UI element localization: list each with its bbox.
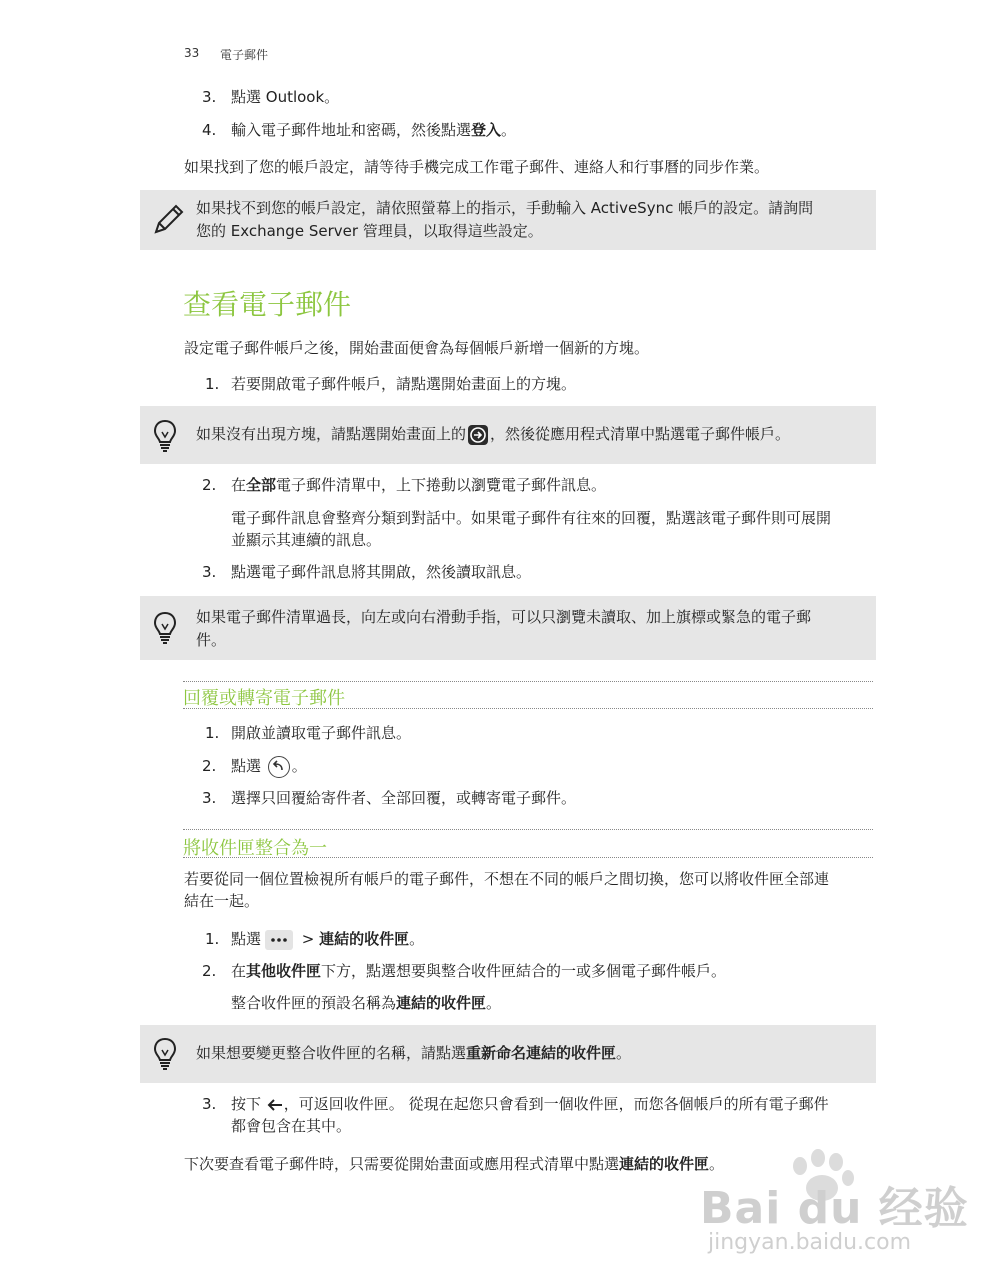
more-icon: [265, 930, 293, 950]
step-text: 點選 > 連結的收件匣。: [231, 930, 425, 948]
tip-box: [140, 596, 876, 660]
page-number: 33: [184, 46, 200, 60]
step-text: 在全部電子郵件清單中，上下捲動以瀏覽電子郵件訊息。: [231, 476, 607, 494]
step-number: 1.: [205, 375, 220, 393]
step-number: 1.: [205, 724, 220, 742]
step-number: 3.: [202, 88, 217, 106]
step-text: 點選 Outlook。: [231, 88, 340, 106]
step-number: 2.: [202, 962, 217, 980]
step-number: 2.: [202, 757, 217, 775]
watermark-logo: Bai du 经验: [700, 1183, 969, 1234]
paragraph: 設定電子郵件帳戶之後，開始畫面便會為每個帳戶新增一個新的方塊。: [184, 339, 650, 357]
lightbulb-icon: [152, 611, 178, 649]
tip-text: 如果沒有出現方塊，請點選開始畫面上的 ，然後從應用程式清單中點選電子郵件帳戶。: [196, 425, 791, 443]
tip-box: [140, 406, 876, 464]
section-title: 查看電子郵件: [183, 288, 352, 321]
divider: [183, 829, 873, 830]
tip-line: 件。: [196, 631, 227, 649]
tip-text: 如果想要變更整合收件匣的名稱，請點選重新命名連結的收件匣。: [196, 1044, 632, 1062]
step-number: 4.: [202, 121, 217, 139]
divider: [183, 681, 873, 682]
step-text: 在其他收件匣下方，點選想要與整合收件匣結合的一或多個電子郵件帳戶。: [231, 962, 727, 980]
tip-line: 如果電子郵件清單過長，向左或向右滑動手指，可以只瀏覽未讀取、加上旗標或緊急的電子郵: [196, 608, 812, 626]
step-subtext: 電子郵件訊息會整齊分類到對話中。如果電子郵件有往來的回覆，點選該電子郵件則可展開: [231, 509, 832, 527]
watermark-url: jingyan.baidu.com: [708, 1230, 912, 1255]
step-text: 輸入電子郵件地址和密碼，然後點選登入。: [231, 121, 517, 139]
note-line: 如果找不到您的帳戶設定，請依照螢幕上的指示，手動輸入 ActiveSync 帳戶的設定。請詢問: [196, 199, 814, 217]
step-number: 1.: [205, 930, 220, 948]
step-number: 3.: [202, 563, 217, 581]
step-number: 2.: [202, 476, 217, 494]
step-text: 按下 ，可返回收件匣。 從現在起您只會看到一個收件匣，而您各個帳戶的所有電子郵件: [231, 1095, 829, 1113]
arrow-right-circle-icon: [468, 425, 488, 445]
step-subtext: 並顯示其連續的訊息。: [231, 531, 382, 549]
step-text: 開啟並讀取電子郵件訊息。: [231, 724, 412, 742]
note-box: [140, 190, 876, 250]
step-text: 點選 。: [231, 755, 307, 778]
tip-box: [140, 1025, 876, 1083]
subsection-title: 將收件匣整合為一: [183, 838, 327, 859]
step-number: 3.: [202, 789, 217, 807]
lightbulb-icon: [152, 1037, 178, 1075]
page-section: 電子郵件: [220, 48, 269, 62]
paragraph: 結在一起。: [184, 892, 260, 910]
pencil-icon: [152, 202, 184, 240]
subsection-title: 回覆或轉寄電子郵件: [183, 688, 345, 709]
divider: [183, 708, 873, 709]
lightbulb-icon: [152, 419, 178, 457]
reply-icon: [268, 756, 290, 778]
divider: [183, 857, 873, 858]
paragraph: 如果找到了您的帳戶設定，請等待手機完成工作電子郵件、連絡人和行事曆的同步作業。: [184, 158, 770, 176]
step-number: 3.: [202, 1095, 217, 1113]
back-arrow-icon: [266, 1097, 284, 1113]
step-text: 都會包含在其中。: [231, 1117, 352, 1135]
paragraph: 若要從同一個位置檢視所有帳戶的電子郵件，不想在不同的帳戶之間切換，您可以將收件匣全部連: [184, 870, 830, 888]
step-text: 點選電子郵件訊息將其開啟，然後讀取訊息。: [231, 563, 532, 581]
watermark: [700, 1148, 969, 1268]
note-line: 您的 Exchange Server 管理員，以取得這些設定。: [196, 222, 543, 240]
step-text: 選擇只回覆給寄件者、全部回覆，或轉寄電子郵件。: [231, 789, 577, 807]
step-text: 若要開啟電子郵件帳戶，請點選開始畫面上的方塊。: [231, 375, 577, 393]
step-subtext: 整合收件匣的預設名稱為連結的收件匣。: [231, 994, 502, 1012]
paragraph: 下次要查看電子郵件時，只需要從開始畫面或應用程式清單中點選連結的收件匣。: [184, 1155, 725, 1173]
